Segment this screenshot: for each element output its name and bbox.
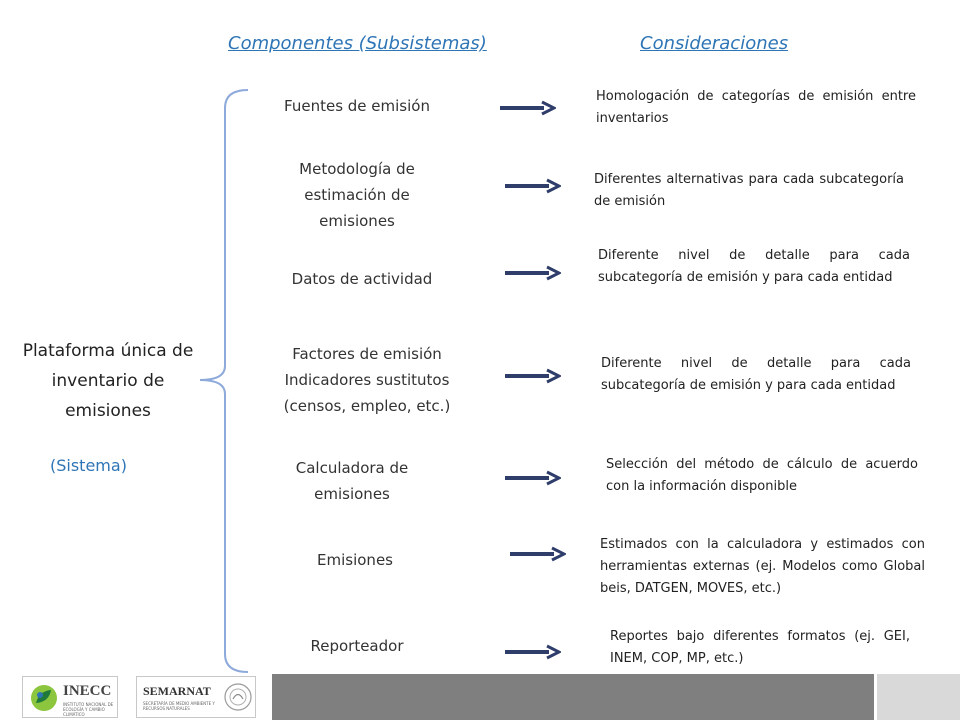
considerations-heading: Consideraciones xyxy=(640,33,789,54)
bracket xyxy=(180,88,250,674)
component-reporteador: Reporteador xyxy=(310,637,404,655)
consideration-alternativas: Diferentes alternativas para cada subcategoría de emisión xyxy=(594,172,904,209)
arrow-icon xyxy=(500,100,556,116)
component-emisiones: Emisiones xyxy=(317,551,393,569)
arrow-icon xyxy=(505,368,561,384)
arrow-icon xyxy=(505,178,561,194)
consideration-homologacion: Homologación de categorías de emisión entre inventarios xyxy=(596,89,916,126)
component-metodologia: Metodología de estimación de emisiones xyxy=(299,160,415,230)
coat-of-arms-icon xyxy=(223,681,253,713)
consideration-nivel-detalle-2: Diferente nivel de detalle para cada subcategoría de emisión y para cada entidad xyxy=(601,356,911,393)
component-calculadora: Calculadora de emisiones xyxy=(295,459,409,503)
arrow-icon xyxy=(505,265,561,281)
component-fuentes: Fuentes de emisión xyxy=(284,97,430,115)
leaf-icon xyxy=(29,683,59,713)
component-datos: Datos de actividad xyxy=(291,270,433,288)
footer-bar xyxy=(272,674,874,720)
semarnat-logo xyxy=(136,676,256,718)
footer xyxy=(0,674,960,720)
components-heading: Componentes (Subsistemas) xyxy=(228,33,487,54)
consideration-nivel-detalle-1: Diferente nivel de detalle para cada subcategoría de emisión y para cada entidad xyxy=(598,248,910,285)
inecc-logo xyxy=(22,676,118,718)
arrow-icon xyxy=(505,644,561,660)
system-title: Plataforma única de inventario de emisiones xyxy=(22,341,194,421)
semarnat-logo-name: SEMARNAT xyxy=(143,684,211,698)
system-subtitle: (Sistema) xyxy=(50,456,127,475)
inecc-logo-subtitle: INSTITUTO NACIONAL DE ECOLOGÍA Y CAMBIO CLIMÁTICO xyxy=(63,702,114,717)
arrow-icon xyxy=(505,470,561,486)
footer-end-block xyxy=(874,674,960,720)
inecc-logo-name: INECC xyxy=(63,683,112,699)
consideration-estimados: Estimados con la calculadora y estimados con herramientas externas (ej. Modelos como Global beis, DATGEN, MOVES, etc.) xyxy=(600,537,925,596)
semarnat-logo-subtitle: SECRETARÍA DE MEDIO AMBIENTE Y RECURSOS NATURALES xyxy=(143,701,215,711)
footer-logos xyxy=(0,674,272,720)
consideration-seleccion: Selección del método de cálculo de acuerdo con la información disponible xyxy=(606,457,918,494)
arrow-icon xyxy=(510,546,566,562)
consideration-reportes: Reportes bajo diferentes formatos (ej. GEI, INEM, COP, MP, etc.) xyxy=(610,629,910,666)
component-factores: Factores de emisión Indicadores sustitutos (censos, empleo, etc.) xyxy=(283,345,451,415)
